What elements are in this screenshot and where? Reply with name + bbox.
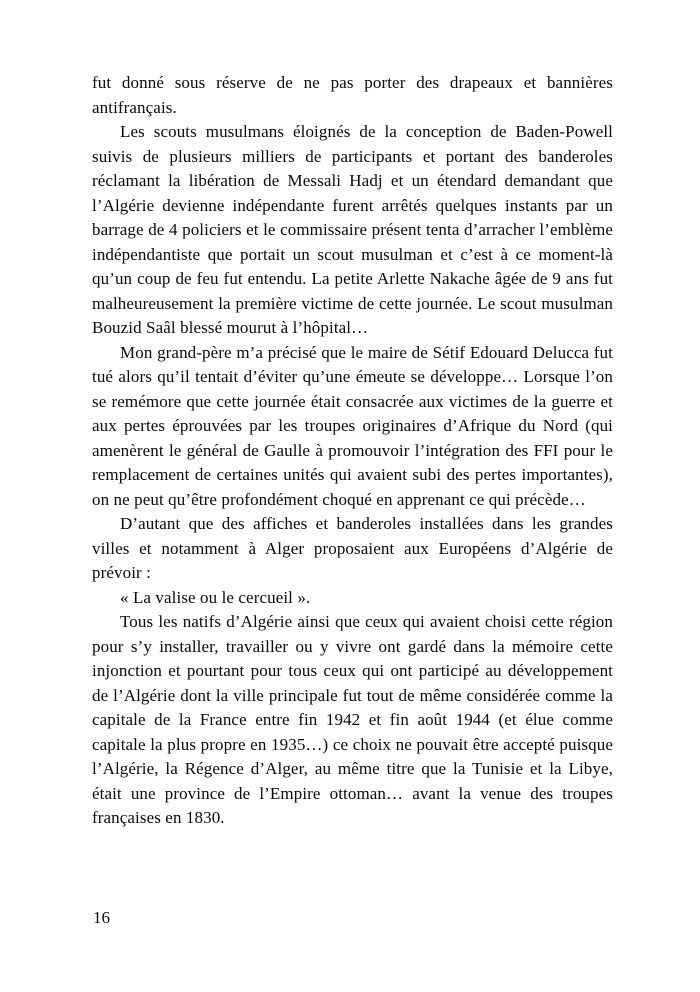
page-number: 16 xyxy=(93,908,110,927)
paragraph-continuation: fut donné sous réserve de ne pas porter des drapeaux et bannières antifrançais. xyxy=(92,73,613,117)
paragraph-scouts-musulmans: Les scouts musulmans éloignés de la conception de Baden-Powell suivis de plusieurs milliers de participants et portant des banderoles réclamant la libération de Messali Hadj et un étendard demandant que l’Algérie devienne indépendante furent arrêtés quelques instants par un barrage de 4 policiers et le commissaire présent tenta d’arracher l’emblème indépendantiste que portait un scout musulman et c’est à ce moment-là qu’un coup de feu fut entendu. La petite Arlette Nakache âgée de 9 ans fut malheureusement la première victime de cette journée. Le scout musulman Bouzid Saâl blessé mourut à l’hôpital… xyxy=(92,122,613,337)
body-text-block xyxy=(92,71,613,831)
paragraph-grand-pere: Mon grand-père m’a précisé que le maire de Sétif Edouard Delucca fut tué alors qu’il tentait d’éviter qu’une émeute se développe… Lorsque l’on se remémore que cette journée était consacrée aux victimes de la guerre et aux pertes éprouvées par les troupes originaires d’Afrique du Nord (qui amenèrent le général de Gaulle à promouvoir l’intégration des FFI pour le remplacement de certaines unités qui avaient subi des pertes importantes), on ne peut qu’être profondément choqué en apprenant ce qui précède… xyxy=(92,342,613,509)
paragraph-affiches: D’autant que des affiches et banderoles installées dans les grandes villes et notamment à Alger proposaient aux Européens d’Algérie de prévoir : xyxy=(92,514,613,582)
paragraph-citation-valise: « La valise ou le cercueil ». xyxy=(120,587,311,607)
paragraph-natifs-algerie: Tous les natifs d’Algérie ainsi que ceux qui avaient choisi cette région pour s’y installer, travailler ou y vivre ont gardé dans la mémoire cette injonction et pourtant pour tous ceux qui ont participé au développement de l’Algérie dont la ville principale fut tout de même considérée comme la capitale de la France entre fin 1942 et fin août 1944 (et élue comme capitale la plus propre en 1935…) ce choix ne pouvait être accepté puisque l’Algérie, la Régence d’Alger, au même titre que la Tunisie et la Libye, était une province de l’Empire ottoman… avant la venue des troupes françaises en 1830. xyxy=(92,612,613,827)
